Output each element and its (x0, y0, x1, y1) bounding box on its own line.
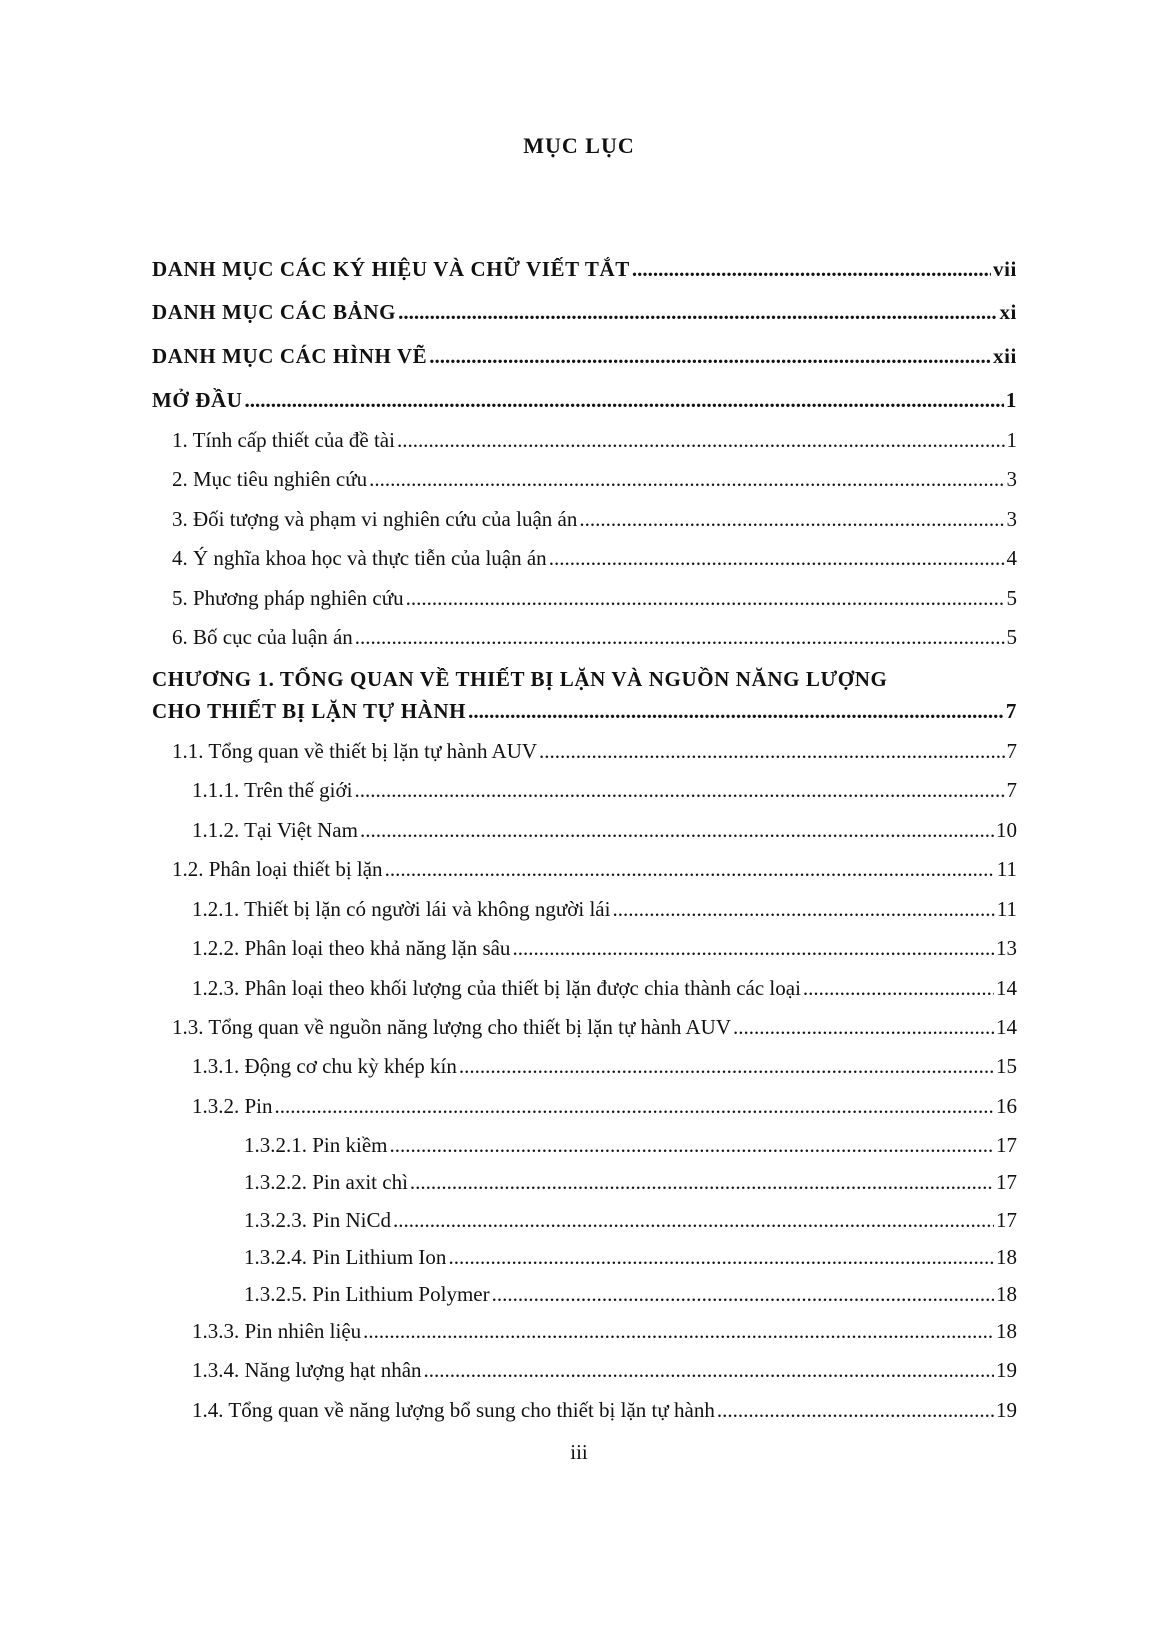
toc-entry[interactable] (152, 387, 1017, 413)
dot-leader (354, 777, 1004, 803)
toc-chapter-title[interactable]: CHƯƠNG 1. TỔNG QUAN VỀ THIẾT BỊ LẶN VÀ NGUỒN NĂNG LƯỢNG (152, 667, 888, 691)
toc-entry[interactable] (172, 585, 1017, 611)
toc-entry[interactable] (172, 466, 1017, 492)
dot-leader (492, 1281, 994, 1307)
toc-entry-page: 11 (996, 857, 1017, 881)
toc-entry[interactable] (192, 1093, 1017, 1119)
toc-entry-page: 1 (1005, 388, 1017, 412)
dot-leader (448, 1244, 994, 1270)
dot-leader (410, 1169, 994, 1195)
toc-entry-label: DANH MỤC CÁC HÌNH VẼ (152, 344, 428, 368)
toc-entry-page: vii (993, 257, 1017, 281)
toc-entry[interactable] (172, 427, 1017, 453)
toc-entry-label: CHO THIẾT BỊ LẶN TỰ HÀNH (152, 699, 467, 723)
toc-entry-page: 19 (996, 1398, 1017, 1422)
toc-entry-label: 1.3.2.4. Pin Lithium Ion (244, 1245, 447, 1269)
toc-entry-page: 17 (996, 1170, 1017, 1194)
toc-entry-page: 7 (1005, 699, 1017, 723)
toc-entry-page: xii (993, 344, 1017, 368)
toc-entry[interactable] (244, 1281, 1017, 1307)
dot-leader (459, 1053, 994, 1079)
dot-leader (390, 1132, 994, 1158)
toc-entry-label: 5. Phương pháp nghiên cứu (172, 586, 404, 610)
toc-entry[interactable] (152, 256, 1017, 282)
toc-entry-page: 3 (1006, 467, 1017, 491)
toc-entry-page: 4 (1006, 546, 1017, 570)
toc-entry-label: 1.3.4. Năng lượng hạt nhân (192, 1358, 422, 1382)
toc-entry-label: 3. Đối tượng và phạm vi nghiên cứu của luận án (172, 507, 578, 531)
toc-entry-label: 6. Bố cục của luận án (172, 625, 353, 649)
toc-entry-label: 1.2.3. Phân loại theo khối lượng của thiết bị lặn được chia thành các loại (192, 976, 801, 1000)
dot-leader (393, 1207, 994, 1233)
toc-entry[interactable] (192, 1397, 1017, 1423)
dot-leader (803, 975, 994, 1001)
dot-leader (398, 299, 997, 325)
toc-entry-page: 10 (996, 818, 1017, 842)
page-number: iii (570, 1440, 588, 1464)
toc-entry[interactable] (192, 1357, 1017, 1383)
dot-leader (385, 856, 995, 882)
dot-leader (632, 256, 991, 282)
toc-entry[interactable] (192, 975, 1017, 1001)
toc-entry-page: 18 (996, 1245, 1017, 1269)
toc-entry-label: 1.3.2.1. Pin kiềm (244, 1133, 388, 1157)
dot-leader (512, 935, 994, 961)
toc-entry[interactable] (192, 817, 1017, 843)
toc-entry-label: 1.1. Tổng quan về thiết bị lặn tự hành AUV (172, 739, 538, 763)
toc-entry[interactable] (152, 343, 1017, 369)
toc-entry-page: 14 (996, 1015, 1017, 1039)
toc-entry-page: 5 (1006, 625, 1017, 649)
toc-entry-label: 1.3.2.3. Pin NiCd (244, 1208, 392, 1232)
toc-entry-page: 17 (996, 1133, 1017, 1157)
toc-entry[interactable] (192, 1318, 1017, 1344)
toc-entry-page: 7 (1006, 739, 1017, 763)
toc-entry-label: 4. Ý nghĩa khoa học và thực tiễn của luận án (172, 546, 547, 570)
toc-entry-page: 15 (996, 1054, 1017, 1078)
toc-entry[interactable] (244, 1244, 1017, 1270)
toc-entry[interactable] (244, 1132, 1017, 1158)
dot-leader (360, 817, 994, 843)
toc-entry-label: 1.1.2. Tại Việt Nam (192, 818, 358, 842)
toc-entry-label: 1.2.2. Phân loại theo khả năng lặn sâu (192, 936, 511, 960)
toc-entry-page: 19 (996, 1358, 1017, 1382)
dot-leader (717, 1397, 994, 1423)
dot-leader (468, 698, 1004, 724)
toc-entry[interactable] (192, 1053, 1017, 1079)
toc-entry[interactable] (172, 506, 1017, 532)
toc-entry-page: 13 (996, 936, 1017, 960)
toc-entry-label: DANH MỤC CÁC BẢNG (152, 300, 397, 324)
toc-entry-page: 3 (1006, 507, 1017, 531)
dot-leader (429, 343, 991, 369)
toc-entry-label: 1.4. Tổng quan về năng lượng bổ sung cho thiết bị lặn tự hành (192, 1398, 715, 1422)
dot-leader (406, 585, 1005, 611)
toc-entry-label: 1.3. Tổng quan về nguồn năng lượng cho thiết bị lặn tự hành AUV (172, 1015, 731, 1039)
toc-entry-page: 17 (996, 1208, 1017, 1232)
toc-entry-label: DANH MỤC CÁC KÝ HIỆU VÀ CHỮ VIẾT TẮT (152, 257, 630, 281)
toc-entry-label: 1.3.3. Pin nhiên liệu (192, 1319, 362, 1343)
toc-entry[interactable] (192, 935, 1017, 961)
toc-entry[interactable] (152, 299, 1017, 325)
dot-leader (245, 387, 1004, 413)
dot-leader (369, 466, 1004, 492)
dot-leader (549, 545, 1005, 571)
dot-leader (612, 896, 994, 922)
toc-entry-page: 18 (996, 1319, 1017, 1343)
dot-leader (539, 738, 1004, 764)
toc-entry[interactable] (172, 738, 1017, 764)
toc-entry-label: 1.3.2.5. Pin Lithium Polymer (244, 1282, 490, 1306)
toc-entry-page: xi (999, 300, 1017, 324)
dot-leader (397, 427, 1005, 453)
toc-entry-label: 1.2.1. Thiết bị lặn có người lái và không người lái (192, 897, 611, 921)
toc-entry[interactable] (192, 777, 1017, 803)
toc-entry[interactable] (172, 624, 1017, 650)
toc-entry[interactable] (172, 1014, 1017, 1040)
dot-leader (275, 1093, 994, 1119)
toc-entry[interactable] (244, 1169, 1017, 1195)
toc-entry-page: 1 (1006, 428, 1017, 452)
toc-entry[interactable] (192, 896, 1017, 922)
toc-entry[interactable] (152, 698, 1017, 724)
dot-leader (363, 1318, 994, 1344)
toc-entry-page: 7 (1006, 778, 1017, 802)
dot-leader (733, 1014, 994, 1040)
page-title: MỤC LỤC (523, 133, 635, 158)
dot-leader (424, 1357, 994, 1383)
toc-entry-label: 1.3.2. Pin (192, 1094, 273, 1118)
toc-entry-page: 18 (996, 1282, 1017, 1306)
toc-entry-page: 11 (996, 897, 1017, 921)
toc-entry-label: 2. Mục tiêu nghiên cứu (172, 467, 368, 491)
dot-leader (579, 506, 1004, 532)
dot-leader (355, 624, 1005, 650)
toc-entry-label: 1.3.1. Động cơ chu kỳ khép kín (192, 1054, 457, 1078)
toc-entry-page: 16 (996, 1094, 1017, 1118)
toc-entry-page: 5 (1006, 586, 1017, 610)
toc-entry-label: 1.2. Phân loại thiết bị lặn (172, 857, 383, 881)
toc-entry-label: 1.1.1. Trên thế giới (192, 778, 353, 802)
toc-entry[interactable] (244, 1207, 1017, 1233)
toc-entry-label: 1. Tính cấp thiết của đề tài (172, 428, 395, 452)
toc-entry-label: 1.3.2.2. Pin axit chì (244, 1170, 408, 1194)
toc-entry-page: 14 (996, 976, 1017, 1000)
toc-entry-label: MỞ ĐẦU (152, 388, 243, 412)
toc-entry[interactable] (172, 545, 1017, 571)
toc-entry[interactable] (172, 856, 1017, 882)
